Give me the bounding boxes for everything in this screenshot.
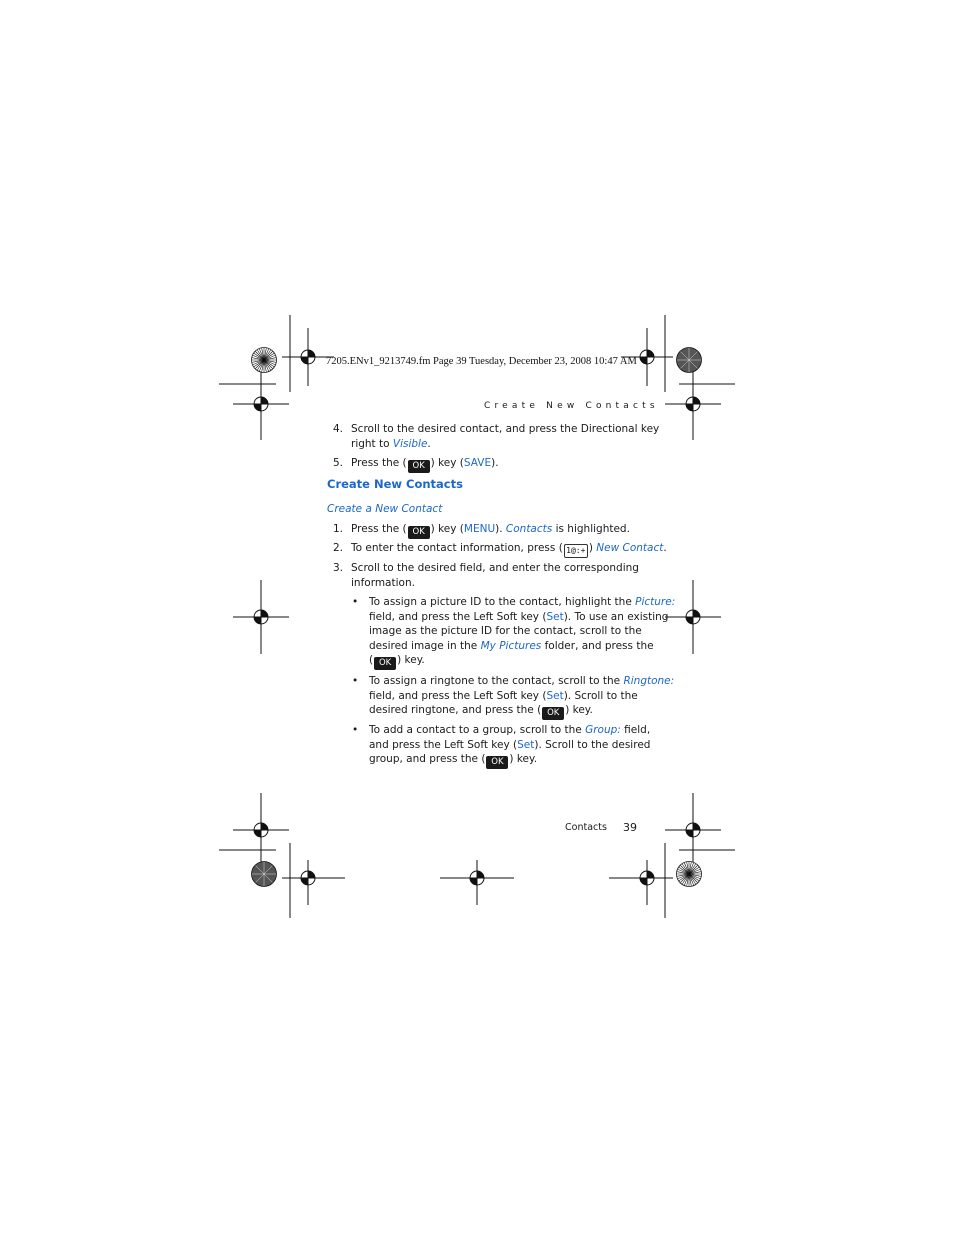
- step-text: ).: [495, 523, 506, 535]
- page-number: 39: [623, 821, 637, 834]
- slug-line: 7205.ENv1_9213749.fm Page 39 Tuesday, December 23, 2008 10:47 AM: [326, 356, 637, 367]
- command-set: Set: [517, 738, 535, 751]
- step-number: 2.: [333, 542, 344, 554]
- field-group: Group:: [585, 724, 621, 736]
- step-text: .: [663, 542, 667, 554]
- bullet-text: ). Scroll to the desired: [534, 738, 651, 751]
- bullet-text: field,: [620, 724, 651, 736]
- step-text: ).: [491, 457, 499, 469]
- step-text: Scroll to the desired contact, and press the Directional key: [351, 423, 660, 435]
- folder-my-pictures: My Pictures: [480, 639, 542, 652]
- bullet-dot: •: [352, 724, 359, 736]
- step-text: ) key (: [430, 457, 464, 469]
- bullet-text: ) key.: [509, 753, 538, 766]
- bullet-text: field, and press the Left Soft key (: [369, 689, 547, 702]
- footer-section: Contacts: [565, 822, 607, 833]
- step-text: To enter the contact information, press (: [351, 542, 563, 554]
- step-text: Press the (: [351, 457, 407, 469]
- section-heading: Create New Contacts: [327, 477, 463, 491]
- bullet-text: To add a contact to a group, scroll to the: [369, 724, 586, 736]
- bullet-text: To assign a ringtone to the contact, scroll to the: [369, 675, 624, 687]
- command-save: SAVE: [463, 457, 492, 469]
- bullet-text: ). Scroll to the: [563, 689, 638, 702]
- bullet-text: image as the picture ID for the contact, scroll to the: [369, 625, 642, 638]
- option-contacts: Contacts: [505, 523, 553, 535]
- bullet-dot: •: [352, 675, 359, 687]
- bullet-text: and press the Left Soft key (: [369, 738, 518, 751]
- bullet-text: group, and press the (: [369, 753, 486, 766]
- bullet-text: field, and press the Left Soft key (: [369, 610, 547, 623]
- bullet-text: ). To use an existing: [563, 610, 669, 623]
- step-text: Press the (: [351, 523, 407, 535]
- step-text: right to: [351, 437, 393, 450]
- symbol-key-icon: 1@:+: [564, 544, 588, 558]
- bullet-text: desired ringtone, and press the (: [369, 704, 542, 717]
- step-text: is highlighted.: [552, 523, 630, 535]
- step-text: information.: [351, 576, 415, 589]
- bullet-text: (: [369, 654, 374, 667]
- running-header: Create New Contacts: [484, 401, 659, 411]
- subheading: Create a New Contact: [327, 503, 443, 515]
- ok-key-icon: OK: [486, 756, 508, 769]
- step-number: 3.: [333, 562, 344, 574]
- option-new-contact: New Contact: [596, 542, 664, 554]
- ok-key-icon: OK: [542, 707, 564, 720]
- step-number: 1.: [333, 523, 344, 535]
- field-picture: Picture:: [635, 596, 676, 608]
- command-set: Set: [546, 610, 564, 623]
- step-text: ) key (: [430, 523, 464, 535]
- field-ringtone: Ringtone:: [623, 675, 675, 687]
- bullet-text: To assign a picture ID to the contact, highlight the: [369, 596, 636, 608]
- bullet-text: ) key.: [397, 654, 425, 667]
- command-set: Set: [546, 689, 564, 702]
- ok-key-icon: OK: [374, 657, 396, 670]
- option-visible: Visible: [392, 437, 428, 450]
- step-text: Scroll to the desired field, and enter the corresponding: [351, 562, 639, 574]
- step-number: 5.: [333, 457, 344, 469]
- command-menu: MENU: [463, 523, 496, 535]
- step-number: 4.: [333, 423, 344, 435]
- ok-key-icon: OK: [408, 526, 430, 539]
- step-text: .: [427, 437, 431, 450]
- ok-key-icon: OK: [408, 460, 430, 473]
- bullet-text: desired image in the: [369, 639, 481, 652]
- step-text: ): [588, 542, 597, 554]
- bullet-text: ) key.: [565, 704, 593, 717]
- bullet-dot: •: [352, 596, 359, 608]
- bullet-text: folder, and press the: [541, 639, 654, 652]
